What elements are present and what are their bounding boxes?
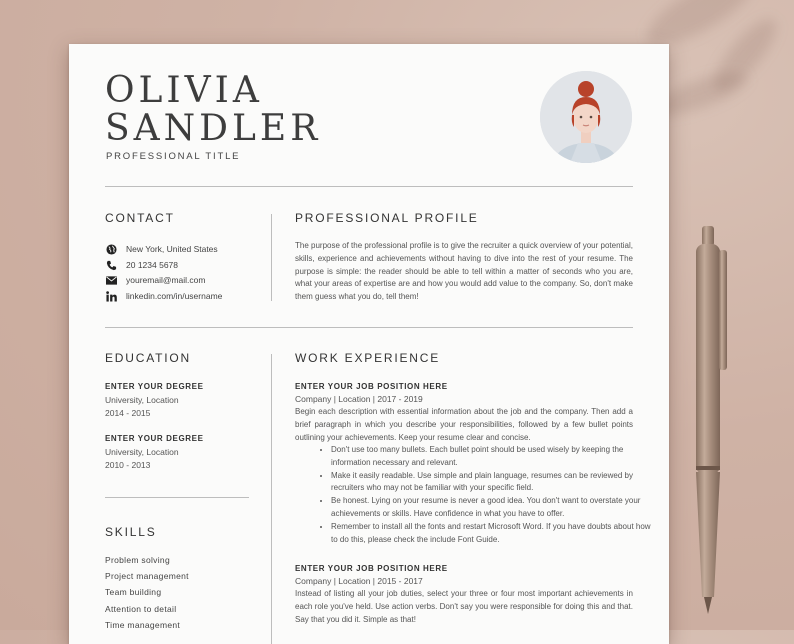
linkedin-text: linkedin.com/in/username [126,291,223,301]
contact-phone [105,259,178,271]
education-degree: ENTER YOUR DEGREE [105,434,204,443]
education-school: University, Location [105,395,179,405]
job-bullet: • Don't use too many bullets. Each bullet point should be used wisely by keeping the information necessary and relevant. [331,444,659,470]
profile-heading: PROFESSIONAL PROFILE [295,211,479,225]
job-meta: Company | Location | 2017 - 2019 [295,394,423,404]
contact-heading: CONTACT [105,211,175,225]
phone-icon [105,259,117,271]
portrait-image [540,71,632,163]
column-divider [271,214,272,301]
location-text: New York, United States [126,244,218,254]
education-degree: ENTER YOUR DEGREE [105,382,204,391]
job-bullets [305,444,659,546]
resume-page [69,44,669,644]
skill-item: Time management [105,620,181,630]
phone-text: 20 1234 5678 [126,260,178,270]
job-position: ENTER YOUR JOB POSITION HERE [295,382,448,391]
contact-email [105,274,205,286]
contact-linkedin [105,290,222,302]
skill-item: Team building [105,587,162,597]
pen [690,222,750,622]
divider [105,186,633,187]
pen-illustration [690,222,750,622]
professional-title: PROFESSIONAL TITLE [106,151,241,162]
skill-item: Problem solving [105,555,170,565]
education-years: 2010 - 2013 [105,460,151,470]
education-school: University, Location [105,447,179,457]
profile-photo [540,71,632,163]
email-text: youremail@mail.com [126,275,206,285]
job-bullet: • Make it easily readable. Use simple and plain language, resumes can be reviewed by recruiters who may not be familiar with your specific field. [331,470,659,496]
divider [105,327,633,328]
job-meta: Company | Location | 2015 - 2017 [295,576,423,586]
job-position: ENTER YOUR JOB POSITION HERE [295,564,448,573]
divider [105,497,249,498]
linkedin-icon [105,290,117,302]
last-name: SANDLER [105,108,322,149]
first-name: OLIVIA [105,70,263,111]
globe-icon [105,243,117,255]
education-heading: EDUCATION [105,351,191,365]
skills-heading: SKILLS [105,525,157,539]
job-bullet: • Remember to install all the fonts and restart Microsoft Word. If you have doubts about how to do this, please check the include Font Guide. [331,521,659,547]
education-years: 2014 - 2015 [105,408,151,418]
resume-name [105,72,321,148]
job-description: Instead of listing all your job duties, select your three or four most important achievements in each role you've held. Use action verbs. Don't say you were responsible for doing this and that. Say that you did it. Simple as that! [295,589,633,624]
job-bullet: • Be honest. Lying on your resume is never a good idea. You don't want to overstate your achievements or skills. Have confidence in what you have to offer. [331,495,659,521]
job-description: Begin each description with essential information about the job and the company. Then add a brief paragraph in which you describe your responsibilities, followed by a few bullet points outlining your achievements. Keep your resume clear and concise. [295,407,633,442]
skill-item: Project management [105,571,189,581]
column-divider [271,354,272,644]
envelope-icon [105,274,117,286]
experience-heading: WORK EXPERIENCE [295,351,441,365]
skill-item: Attention to detail [105,604,177,614]
contact-location [105,243,218,255]
profile-text: The purpose of the professional profile is to give the recruiter a quick overview of your potential, skills, experience and achievements without having to dive into the rest of your resume. The purpose is simple: the reader should be able to tell within a matter of seconds who you are, what your areas of expertise are and how you would add value to the company. So, don't make them guess what you do, tell them! [295,241,633,302]
